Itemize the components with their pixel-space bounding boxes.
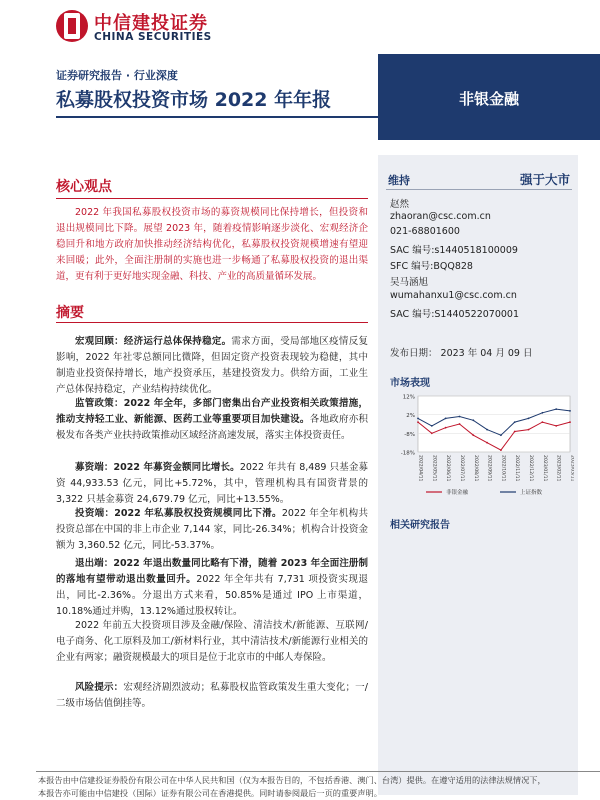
analyst-sac-id: SAC 编号:S1440522070001 xyxy=(390,309,519,320)
summary-body: 宏观经济剧烈波动；私募股权监管政策发生重大变化；一/二级市场估值倒挂等。 xyxy=(56,682,368,709)
summary-body: 各地政府亦积极发布各类产业扶持政策推动区域经济高速发展，落实主体投资责任。 xyxy=(56,414,368,441)
core-paragraph: 2022 年我国私募股权投资市场的募资规模同比保持增长，但投资和退出规模同比下降。展望 2023 年，随着疫情影响逐步淡化、宏观经济企稳回升和地方政府加快推动经济结构优化，私募股权投资规模增速有望迎来回暖；此外，全面注册制的实施也进一步畅通了私募股权投资的退出渠道，更有利于更好地实现金融、科技、产业的高质量循环发展。 xyxy=(56,207,368,282)
chart-x-tick: 2023/02/11 xyxy=(555,455,561,482)
footer-disclaimer: 本报告亦可能由中信建投（国际）证券有限公司在香港提供。同时请参阅最后一页的重要声明。 xyxy=(38,788,382,798)
chart-point xyxy=(528,418,530,420)
summary-lead: 监管政策：2022 年全年，多部门密集出台产业投资相关政策措施，推动支持轻工业、新能源、医药工业等重要项目加快建设。 xyxy=(56,398,368,425)
chart-x-tick: 2022/06/11 xyxy=(445,455,451,482)
sector-label: 非银金融 xyxy=(458,90,519,108)
core-heading: 核心观点 xyxy=(56,179,112,195)
chart-point xyxy=(445,427,447,429)
chart-point xyxy=(569,410,571,412)
chart-point xyxy=(417,421,419,423)
header-divider xyxy=(56,116,378,118)
summary-paragraph xyxy=(56,334,368,398)
chart-point xyxy=(569,421,571,423)
chart-y-tick: 2% xyxy=(406,413,415,420)
page-title: 私募股权投资市场 2022 年年报 xyxy=(56,89,332,111)
summary-paragraph xyxy=(56,396,368,444)
summary-lead: 募资端：2022 年募资金额同比增长。 xyxy=(75,462,240,473)
chart-point xyxy=(514,431,516,433)
performance-chart xyxy=(388,388,574,498)
chart-x-tick: 2022/07/11 xyxy=(458,455,464,482)
summary-heading: 摘要 xyxy=(56,305,84,321)
chart-point xyxy=(431,432,433,434)
analyst-email[interactable]: wumahanxu1@csc.com.cn xyxy=(390,290,517,301)
chart-point xyxy=(542,421,544,423)
chart-point xyxy=(459,423,461,425)
summary-lead: 退出端：2022 年退出数量同比略有下滑，随着 2023 年全面注册制的落地有望带动退出数量回升。 xyxy=(56,558,368,585)
chart-y-tick: -8% xyxy=(404,431,415,438)
summary-body: 2022 年全年机构共投资总部在中国的非上市企业 7,144 家，同比-26.34%；机构合计投资金额为 3,360.52 亿元，同比-53.37%。 xyxy=(56,508,369,551)
chart-x-tick: 2023/01/11 xyxy=(541,455,547,482)
chart-point xyxy=(431,425,433,427)
summary-body: 2022 年前五大投资项目涉及金融/保险、清洁技术/新能源、互联网/电子商务、化工原料及加工/新材料行业，其中清洁技术/新能源行业相关的企业有两家；融资规模最大的项目是位于北京市的中邮人寿保险。 xyxy=(56,620,368,663)
footer-disclaimer: 本报告由中信建投证券股份有限公司在中华人民共和国（仅为本报告目的，不包括香港、澳门、台湾）提供。在遵守适用的法律法规情况下， xyxy=(38,775,546,785)
summary-lead: 投资端：2022 年私募股权投资规模同比下滑。 xyxy=(75,508,282,519)
summary-lead: 风险提示： xyxy=(75,682,124,693)
chart-point xyxy=(486,429,488,431)
chart-point xyxy=(417,418,419,420)
company-name-cn: 中信建投证券 xyxy=(94,13,208,34)
chart-point xyxy=(542,412,544,414)
summary-body: 需求方面，受局部地区疫情反复影响，2022 年社零总额同比微降，但固定资产投资表现较为稳健，其中制造业投资保持增长，地产投资承压，基建投资发力。供给方面，工业生产总体保持稳定，产业结构持续优化。 xyxy=(56,336,368,395)
chart-x-tick: 2022/12/11 xyxy=(528,455,534,482)
performance-title: 市场表现 xyxy=(390,378,430,389)
chart-x-tick: 2022/05/11 xyxy=(431,455,437,482)
logo-icon xyxy=(56,10,88,42)
chart-point xyxy=(528,429,530,431)
summary-paragraph xyxy=(56,506,368,554)
chart-point xyxy=(555,425,557,427)
chart-point xyxy=(472,419,474,421)
footer-divider xyxy=(36,771,600,772)
rating-label: 维持 xyxy=(388,174,410,187)
summary-paragraph xyxy=(56,460,368,508)
chart-plot-area xyxy=(418,396,570,452)
analyst-name: 赵然 xyxy=(390,199,410,210)
summary-body: 2022 年全年共有 7,731 项投资实现退出，同比-2.36%。分退出方式来看，50.85%是通过 IPO 上市渠道，10.18%通过并购，13.12%通过股权转让。 xyxy=(56,574,368,617)
analyst-phone: 021-68801600 xyxy=(390,226,460,237)
related-reports-title: 相关研究报告 xyxy=(390,520,450,531)
chart-point xyxy=(514,421,516,423)
chart-y-tick: 12% xyxy=(402,394,415,401)
analyst-name: 吴马涵旭 xyxy=(390,277,429,288)
company-name-en: CHINA SECURITIES xyxy=(94,31,212,43)
summary-lead: 宏观回顾：经济运行总体保持稳定。 xyxy=(75,336,232,347)
summary-paragraph xyxy=(56,556,368,620)
chart-point xyxy=(555,408,557,410)
summary-paragraph xyxy=(56,618,368,666)
section-divider xyxy=(56,322,368,323)
chart-x-tick: 2022/11/11 xyxy=(514,455,520,482)
chart-point xyxy=(500,449,502,451)
chart-x-tick: 2022/10/11 xyxy=(500,455,506,482)
analyst-sac-id: SAC 编号:s1440518100009 xyxy=(390,245,518,256)
chart-x-tick: 2022/04/11 xyxy=(417,455,423,482)
chart-y-tick: -18% xyxy=(400,450,415,457)
analyst-email[interactable]: zhaoran@csc.com.cn xyxy=(390,211,491,222)
chart-point xyxy=(500,434,502,436)
analyst-sfc-id: SFC 编号:BQQ828 xyxy=(390,261,473,272)
report-type: 证券研究报告 · 行业深度 xyxy=(56,69,178,82)
chart-x-tick: 2022/09/11 xyxy=(486,455,492,482)
chart-point xyxy=(459,416,461,418)
section-divider xyxy=(56,198,368,199)
publish-date: 发布日期： 2023 年 04 月 09 日 xyxy=(390,348,533,359)
chart-x-tick: 2022/08/11 xyxy=(472,455,478,482)
chart-point xyxy=(472,434,474,436)
chart-point xyxy=(486,442,488,444)
rating-value: 强于大市 xyxy=(519,172,570,187)
chart-x-tick: 2023/03/11 xyxy=(569,455,574,482)
summary-paragraph xyxy=(56,680,368,712)
summary-body: 2022 年共有 8,489 只基金募资 44,933.53 亿元，同比+5.72%，其中，管理机构具有国资背景的 3,322 只基金募资 24,679.79 亿元，同比+13.55%。 xyxy=(56,462,369,505)
chart-legend-label: 上证指数 xyxy=(520,490,543,496)
chart-point xyxy=(445,418,447,420)
chart-legend-label: 非银金融 xyxy=(446,490,469,496)
